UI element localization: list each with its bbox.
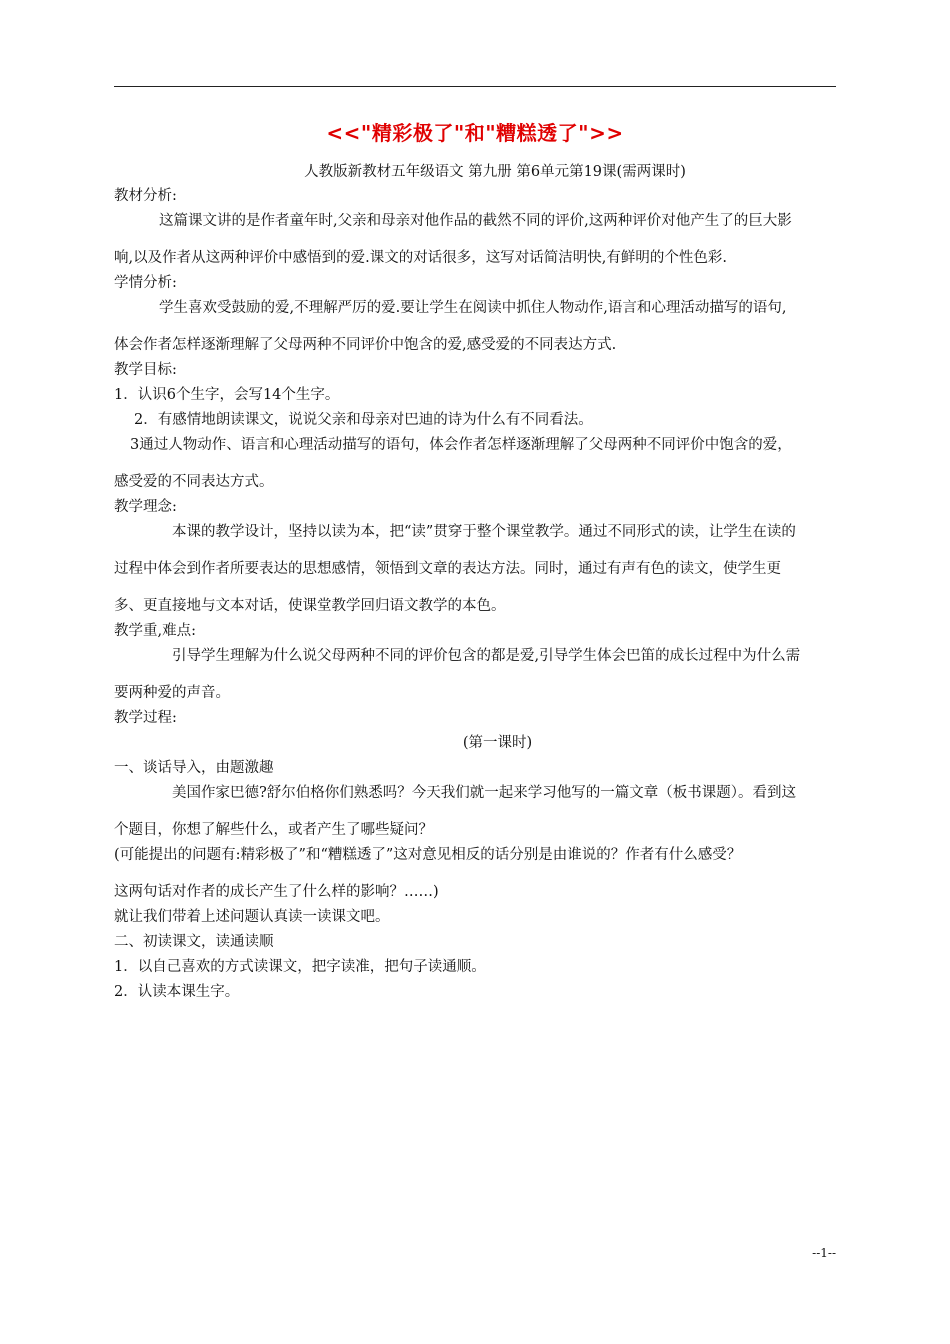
paragraph-line: 就让我们带着上述问题认真读一读课文吧。 (114, 909, 390, 925)
paragraph-line: 学生喜欢受鼓励的爱,不理解严厉的爱.要让学生在阅读中抓住人物动作,语言和心理活动描写的语句, (159, 300, 787, 316)
list-item: 2．有感情地朗读课文，说说父亲和母亲对巴迪的诗为什么有不同看法。 (134, 412, 593, 428)
lesson-period: (第一课时) (462, 735, 533, 751)
paragraph-line: 这两句话对作者的成长产生了什么样的影响？……) (114, 884, 439, 900)
paragraph-line: 感受爱的不同表达方式。 (114, 474, 274, 490)
list-item: 1．认识6个生字，会写14个生字。 (114, 387, 340, 403)
paragraph-line: 这篇课文讲的是作者童年时,父亲和母亲对他作品的截然不同的评价,这两种评价对他产生了的巨大影 (159, 213, 792, 229)
paragraph-line: 体会作者怎样逐渐理解了父母两种不同评价中饱含的爱,感受爱的不同表达方式. (114, 337, 617, 353)
document-subtitle: 人教版新教材五年级语文 第九册 第6单元第19课(需两课时) (304, 164, 686, 180)
list-item: 3通过人物动作、语言和心理活动描写的语句，体会作者怎样逐渐理解了父母两种不同评价中饱含的爱， (130, 437, 792, 453)
section-heading: 教学过程: (114, 710, 177, 726)
paragraph-line: 响,以及作者从这两种评价中感悟到的爱.课文的对话很多，这写对话简洁明快,有鲜明的个性色彩. (114, 250, 727, 266)
section-heading: 教学重,难点: (114, 623, 196, 639)
section-heading: 学情分析: (114, 275, 177, 291)
step-heading: 二、初读课文，读通读顺 (114, 934, 274, 950)
paragraph-line: (可能提出的问题有:精彩极了”和“糟糕透了”这对意见相反的话分别是由谁说的？作者有什么感受？ (114, 847, 742, 863)
paragraph-line: 要两种爱的声音。 (114, 685, 230, 701)
section-heading: 教学理念: (114, 499, 177, 515)
step-heading: 一、谈话导入，由题激趣 (114, 760, 274, 776)
list-item: 1．以自己喜欢的方式读课文，把字读准，把句子读通顺。 (114, 959, 486, 975)
paragraph-line: 本课的教学设计，坚持以读为本，把“读”贯穿于整个课堂教学。通过不同形式的读，让学生在读的 (172, 524, 796, 540)
paragraph-line: 美国作家巴德?舒尔伯格你们熟悉吗？今天我们就一起来学习他写的一篇文章（板书课题）。看到这 (172, 785, 797, 801)
paragraph-line: 多、更直接地与文本对话，使课堂教学回归语文教学的本色。 (114, 598, 506, 614)
list-item: 2．认读本课生字。 (114, 984, 240, 1000)
document-body (114, 184, 836, 1005)
paragraph-line: 个题目，你想了解些什么，或者产生了哪些疑问？ (114, 822, 433, 838)
document-title: <<"精彩极了"和"糟糕透了">> (326, 121, 624, 145)
header-rule (114, 86, 836, 87)
paragraph-line: 过程中体会到作者所要表达的思想感情，领悟到文章的表达方法。同时，通过有声有色的读文，使学生更 (114, 561, 781, 577)
paragraph-line: 引导学生理解为什么说父母两种不同的评价包含的都是爱,引导学生体会巴笛的成长过程中为什么需 (172, 648, 801, 664)
section-heading: 教学目标: (114, 362, 177, 378)
page-number: --1-- (812, 1246, 836, 1260)
section-heading: 教材分析: (114, 188, 177, 204)
